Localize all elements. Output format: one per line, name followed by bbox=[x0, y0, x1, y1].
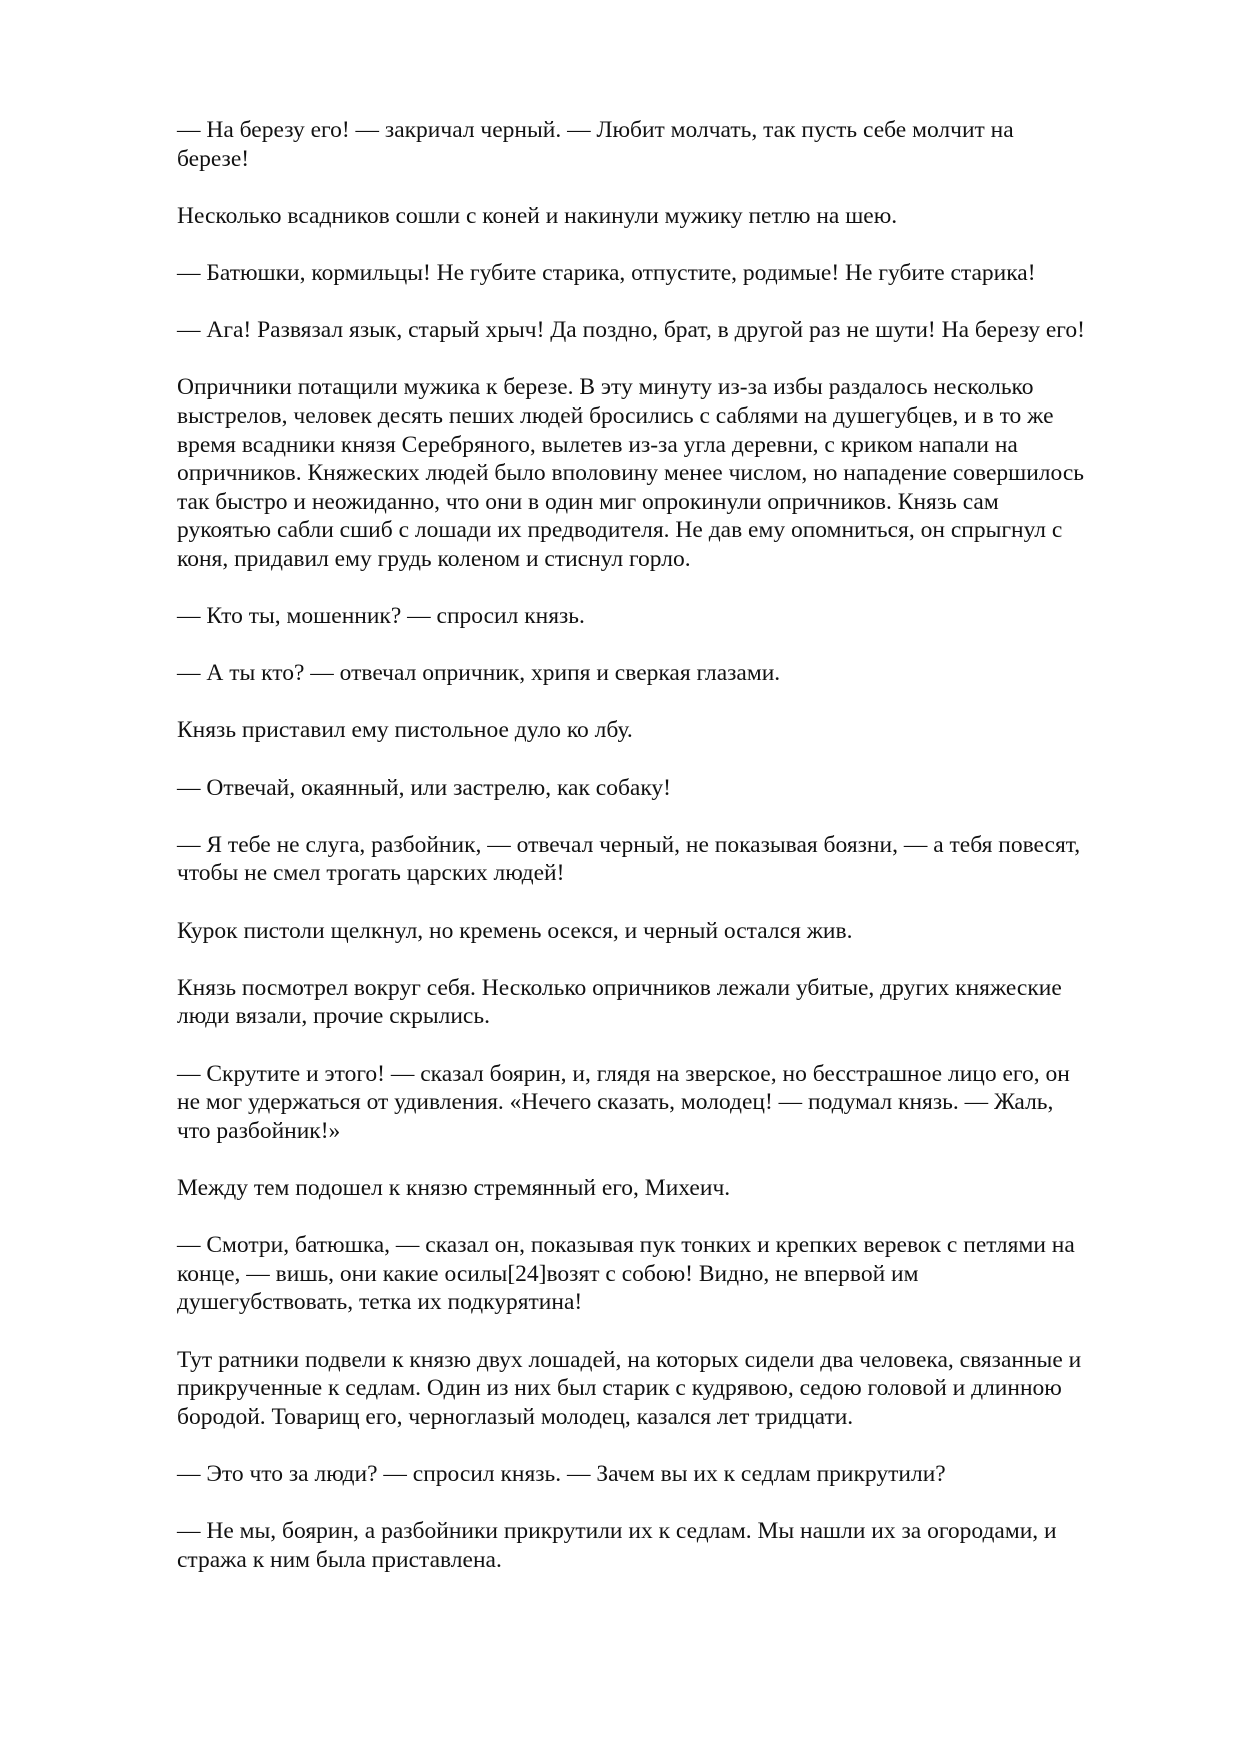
paragraph: Опричники потащили мужика к березе. В эту минуту из-за избы раздалось несколько выстрелов, человек десять пеших людей бросились с саблями на душегубцев, и в то же время всадники князя Серебряного, вылетев из-за угла деревни, с криком напали на опричников. Княжеских людей было вполовину менее числом, но нападение совершилось так быстро и неожиданно, что они в один миг опрокинули опричников. Князь сам рукоятью сабли сшиб с лошади их предводителя. Не дав ему опомниться, он спрыгнул с коня, придавил ему грудь коленом и стиснул горло. bbox=[177, 374, 1085, 572]
paragraph: — На березу его! — закричал черный. — Любит молчать, так пусть себе молчит на березе! bbox=[177, 117, 1014, 172]
paragraph: — Батюшки, кормильцы! Не губите старика, отпустите, родимые! Не губите старика! bbox=[177, 259, 1036, 286]
paragraph: — Не мы, боярин, а разбойники прикрутили их к седлам. Мы нашли их за огородами, и стража к ним была приставлена. bbox=[177, 1518, 1057, 1573]
paragraph: Князь приставил ему пистольное дуло ко лбу. bbox=[177, 717, 633, 744]
paragraph: — Смотри, батюшка, — сказал он, показывая пук тонких и крепких веревок с петлями на конце, — вишь, они какие осилы[24]возят с собою! Видно, не впервой им душегубствовать, тетка их подкурятина! bbox=[177, 1232, 1075, 1316]
paragraph: — Скрутите и этого! — сказал боярин, и, глядя на зверское, но бесстрашное лицо его, он не мог удержаться от удивления. «Нечего сказать, молодец! — подумал князь. — Жаль, что разбойник!» bbox=[177, 1060, 1070, 1144]
paragraph: — А ты кто? — отвечал опричник, хрипя и сверкая глазами. bbox=[177, 660, 781, 687]
paragraph: — Это что за люди? — спросил князь. — Зачем вы их к седлам прикрутили? bbox=[177, 1460, 946, 1487]
paragraph: — Отвечай, окаянный, или застрелю, как собаку! bbox=[177, 774, 671, 801]
paragraph: Князь посмотрел вокруг себя. Несколько опричников лежали убитые, других княжеские люди вязали, прочие скрылись. bbox=[177, 974, 1062, 1030]
paragraph: — Я тебе не слуга, разбойник, — отвечал черный, не показывая боязни, — а тебя повесят, чтобы не смел трогать царских людей! bbox=[177, 831, 1081, 887]
paragraph: — Кто ты, мошенник? — спросил князь. bbox=[177, 603, 585, 630]
paragraph: Курок пистоли щелкнул, но кремень осекся, и черный остался жив. bbox=[177, 917, 853, 944]
paragraph: Тут ратники подвели к князю двух лошадей, на которых сидели два человека, связанные и прикрученные к седлам. Один из них был старик с кудрявою, седою головой и длинною бородой. Товарищ его, черноглазый молодец, казался лет тридцати. bbox=[177, 1346, 1082, 1430]
paragraph: — Ага! Развязал язык, старый хрыч! Да поздно, брат, в другой раз не шути! На березу его! bbox=[177, 317, 1085, 344]
document-page bbox=[177, 116, 1157, 1603]
paragraph: Несколько всадников сошли с коней и накинули мужику петлю на шею. bbox=[177, 202, 898, 229]
paragraph: Между тем подошел к князю стремянный его, Михеич. bbox=[177, 1174, 731, 1201]
